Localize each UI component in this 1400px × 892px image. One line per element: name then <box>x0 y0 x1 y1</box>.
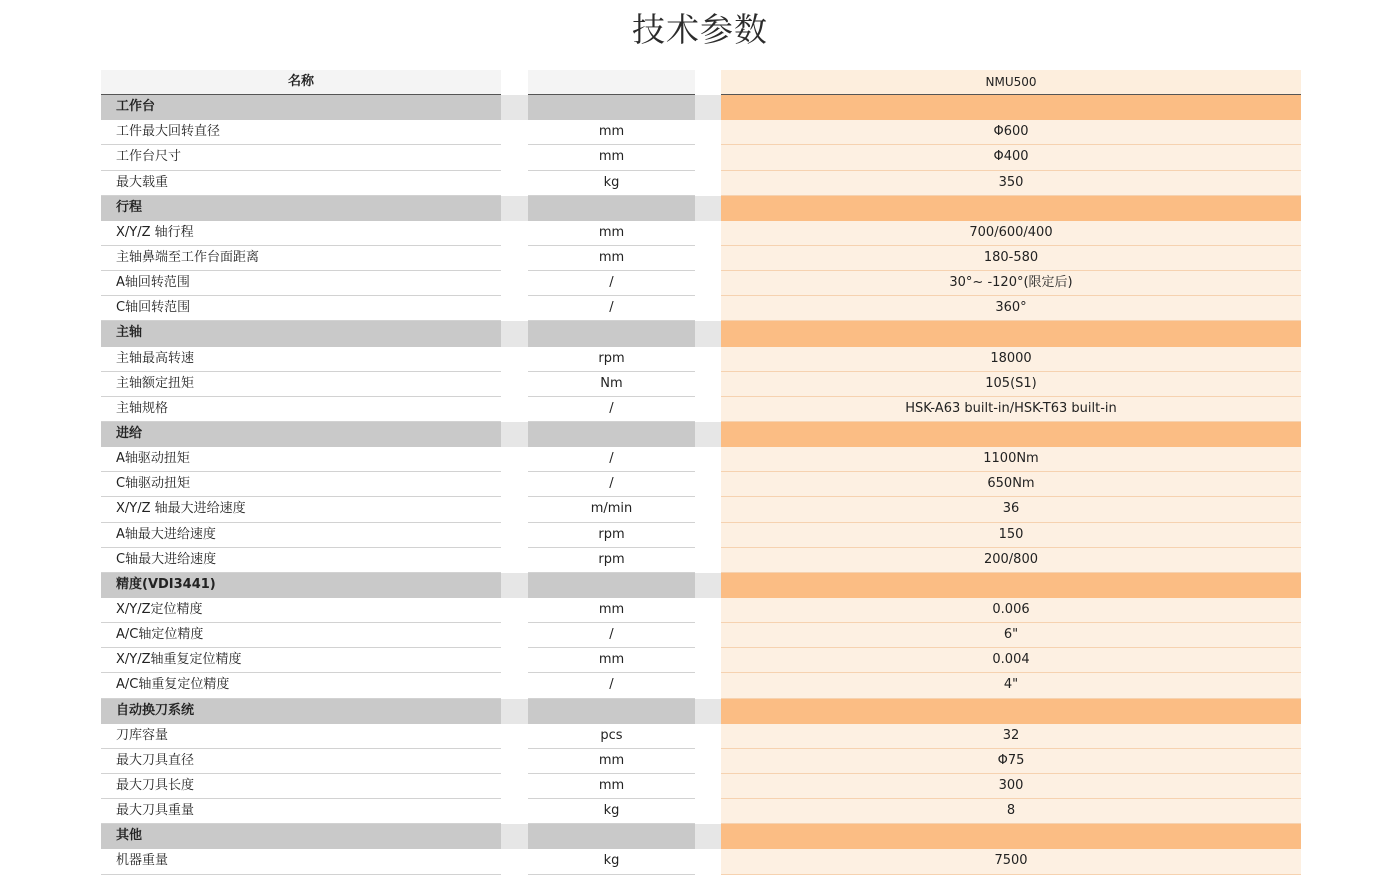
param-unit: kg <box>528 171 695 196</box>
section-value-cell <box>721 824 1301 849</box>
param-name: 最大载重 <box>101 171 501 196</box>
section-divider <box>695 824 721 849</box>
param-name: C轴回转范围 <box>101 296 501 321</box>
param-unit: Nm <box>528 372 695 397</box>
param-unit: / <box>528 623 695 648</box>
header-model: NMU500 <box>721 70 1301 95</box>
section-value-cell <box>721 422 1301 447</box>
section-divider <box>695 573 721 598</box>
section-title: 工作台 <box>101 95 501 120</box>
table-row <box>101 145 1301 170</box>
param-unit: kg <box>528 849 695 874</box>
section-row <box>101 95 1301 120</box>
section-value-cell <box>721 196 1301 221</box>
param-unit: mm <box>528 246 695 271</box>
param-name: C轴最大进给速度 <box>101 548 501 573</box>
param-unit: pcs <box>528 724 695 749</box>
param-value: 18000 <box>721 347 1301 372</box>
param-value: 32 <box>721 724 1301 749</box>
param-name: 刀库容量 <box>101 724 501 749</box>
param-value: HSK-A63 built-in/HSK-T63 built-in <box>721 397 1301 422</box>
param-name: 最大刀具重量 <box>101 799 501 824</box>
param-name: A/C轴重复定位精度 <box>101 673 501 698</box>
section-divider <box>695 321 721 346</box>
param-name: A轴最大进给速度 <box>101 523 501 548</box>
param-name: X/Y/Z轴重复定位精度 <box>101 648 501 673</box>
section-title: 主轴 <box>101 321 501 346</box>
table-row <box>101 598 1301 623</box>
param-name: X/Y/Z 轴最大进给速度 <box>101 497 501 522</box>
section-divider <box>501 321 528 346</box>
param-name: 工作台尺寸 <box>101 145 501 170</box>
table-row <box>101 774 1301 799</box>
param-unit: mm <box>528 120 695 145</box>
param-name: 最大刀具长度 <box>101 774 501 799</box>
param-value: 300 <box>721 774 1301 799</box>
table-row <box>101 397 1301 422</box>
section-divider <box>695 699 721 724</box>
param-unit: mm <box>528 648 695 673</box>
section-unit-cell <box>528 699 695 724</box>
section-title: 进给 <box>101 422 501 447</box>
section-row <box>101 824 1301 849</box>
param-name: 工件最大回转直径 <box>101 120 501 145</box>
table-row <box>101 849 1301 874</box>
section-value-cell <box>721 95 1301 120</box>
param-value: 1100Nm <box>721 447 1301 472</box>
section-unit-cell <box>528 573 695 598</box>
section-unit-cell <box>528 196 695 221</box>
spec-table <box>101 70 1301 875</box>
param-unit: kg <box>528 799 695 824</box>
param-name: 主轴额定扭矩 <box>101 372 501 397</box>
param-unit: / <box>528 447 695 472</box>
param-name: 主轴规格 <box>101 397 501 422</box>
param-unit: mm <box>528 774 695 799</box>
param-value: Φ75 <box>721 749 1301 774</box>
param-name: C轴驱动扭矩 <box>101 472 501 497</box>
table-row <box>101 472 1301 497</box>
param-unit: / <box>528 397 695 422</box>
param-value: 105(S1) <box>721 372 1301 397</box>
section-row <box>101 699 1301 724</box>
param-value: 200/800 <box>721 548 1301 573</box>
table-row <box>101 372 1301 397</box>
param-name: 最大刀具直径 <box>101 749 501 774</box>
table-row <box>101 673 1301 698</box>
section-title: 自动换刀系统 <box>101 699 501 724</box>
table-row <box>101 271 1301 296</box>
table-row <box>101 799 1301 824</box>
section-divider <box>501 196 528 221</box>
param-value: 30°~ -120°(限定后) <box>721 271 1301 296</box>
section-row <box>101 321 1301 346</box>
section-row <box>101 573 1301 598</box>
param-value: 650Nm <box>721 472 1301 497</box>
section-row <box>101 196 1301 221</box>
section-value-cell <box>721 321 1301 346</box>
param-value: 7500 <box>721 849 1301 874</box>
param-name: X/Y/Z定位精度 <box>101 598 501 623</box>
table-row <box>101 749 1301 774</box>
param-name: 主轴鼻端至工作台面距离 <box>101 246 501 271</box>
param-name: A轴回转范围 <box>101 271 501 296</box>
table-row <box>101 548 1301 573</box>
param-value: 180-580 <box>721 246 1301 271</box>
param-name: 主轴最高转速 <box>101 347 501 372</box>
param-name: A/C轴定位精度 <box>101 623 501 648</box>
table-row <box>101 523 1301 548</box>
param-value: 360° <box>721 296 1301 321</box>
param-unit: mm <box>528 749 695 774</box>
param-unit: rpm <box>528 347 695 372</box>
table-row <box>101 296 1301 321</box>
param-unit: mm <box>528 221 695 246</box>
table-row <box>101 221 1301 246</box>
param-unit: mm <box>528 598 695 623</box>
param-name: X/Y/Z 轴行程 <box>101 221 501 246</box>
header-unit <box>528 70 695 95</box>
param-unit: / <box>528 271 695 296</box>
section-title: 行程 <box>101 196 501 221</box>
section-unit-cell <box>528 95 695 120</box>
table-row <box>101 724 1301 749</box>
param-value: 350 <box>721 171 1301 196</box>
table-row <box>101 497 1301 522</box>
param-value: 8 <box>721 799 1301 824</box>
section-row <box>101 422 1301 447</box>
section-unit-cell <box>528 321 695 346</box>
page-title: 技术参数 <box>632 10 768 49</box>
param-value: Φ600 <box>721 120 1301 145</box>
section-divider <box>501 422 528 447</box>
param-unit: / <box>528 472 695 497</box>
param-unit: / <box>528 296 695 321</box>
param-unit: rpm <box>528 548 695 573</box>
param-name: A轴驱动扭矩 <box>101 447 501 472</box>
section-value-cell <box>721 699 1301 724</box>
table-row <box>101 246 1301 271</box>
table-row <box>101 648 1301 673</box>
param-value: 0.006 <box>721 598 1301 623</box>
param-unit: m/min <box>528 497 695 522</box>
section-title: 其他 <box>101 824 501 849</box>
param-name: 机器重量 <box>101 849 501 874</box>
table-header <box>101 70 1301 95</box>
header-name: 名称 <box>101 70 501 95</box>
section-divider <box>695 422 721 447</box>
table-row <box>101 623 1301 648</box>
param-value: 4" <box>721 673 1301 698</box>
table-body <box>101 95 1301 874</box>
param-value: 6" <box>721 623 1301 648</box>
param-unit: mm <box>528 145 695 170</box>
section-divider <box>695 95 721 120</box>
table-row <box>101 171 1301 196</box>
section-divider <box>501 824 528 849</box>
section-divider <box>695 196 721 221</box>
section-value-cell <box>721 573 1301 598</box>
param-value: Φ400 <box>721 145 1301 170</box>
param-unit: / <box>528 673 695 698</box>
section-divider <box>501 699 528 724</box>
param-value: 150 <box>721 523 1301 548</box>
param-value: 700/600/400 <box>721 221 1301 246</box>
param-value: 0.004 <box>721 648 1301 673</box>
section-unit-cell <box>528 422 695 447</box>
param-value: 36 <box>721 497 1301 522</box>
section-title: 精度(VDI3441) <box>101 573 501 598</box>
param-unit: rpm <box>528 523 695 548</box>
table-row <box>101 347 1301 372</box>
section-unit-cell <box>528 824 695 849</box>
table-row <box>101 120 1301 145</box>
section-divider <box>501 95 528 120</box>
table-row <box>101 447 1301 472</box>
section-divider <box>501 573 528 598</box>
